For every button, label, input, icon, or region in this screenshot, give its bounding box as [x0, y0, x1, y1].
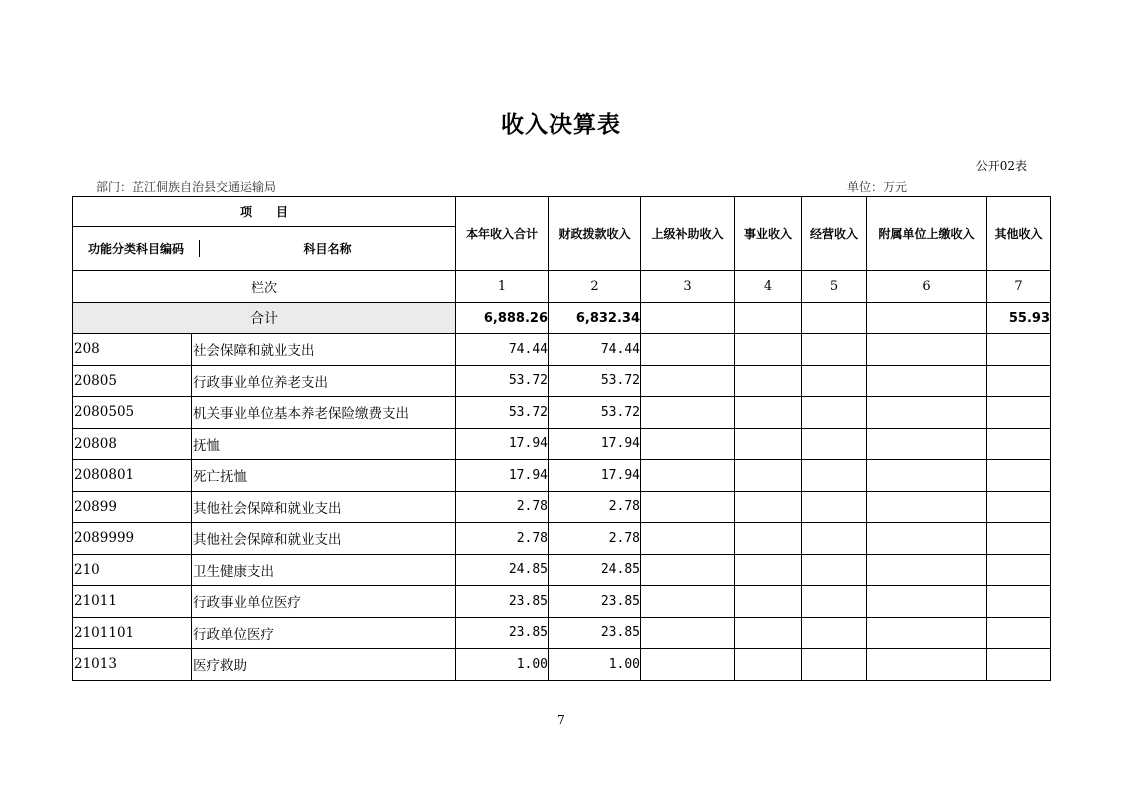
amount-cell: [867, 523, 987, 555]
table-row: [73, 334, 1051, 366]
amount-cell: [735, 397, 802, 429]
column-number: 5: [802, 271, 867, 303]
amount-cell: [735, 586, 802, 618]
subject-cell: [73, 460, 456, 492]
col-header-affiliated: 附属单位上缴收入: [867, 197, 987, 271]
amount-cell: [735, 617, 802, 649]
amount-cell: [641, 523, 735, 555]
amount-cell: 17.94: [456, 428, 549, 460]
table-row: [73, 586, 1051, 618]
subject-name: 其他社会保障和就业支出: [193, 500, 342, 517]
project-header: 项 目: [73, 197, 456, 227]
subject-code: 2101101: [73, 618, 192, 649]
amount-cell: [987, 649, 1051, 681]
amount-cell: 24.85: [456, 554, 549, 586]
amount-cell: 17.94: [456, 460, 549, 492]
subject-name: 行政单位医疗: [193, 626, 274, 643]
amount-cell: 23.85: [456, 586, 549, 618]
amount-cell: [735, 428, 802, 460]
amount-cell: 23.85: [549, 586, 641, 618]
subject-code: 208: [73, 334, 192, 365]
subject-name: 医疗救助: [193, 658, 247, 675]
col-header-superior: 上级补助收入: [641, 197, 735, 271]
subject-name: 抚恤: [193, 437, 220, 454]
subject-name: 卫生健康支出: [193, 563, 274, 580]
amount-cell: [867, 428, 987, 460]
table-row: [73, 491, 1051, 523]
amount-cell: [867, 617, 987, 649]
amount-cell: 53.72: [456, 397, 549, 429]
amount-cell: 17.94: [549, 428, 641, 460]
subject-code: 20899: [73, 492, 192, 523]
amount-cell: [987, 554, 1051, 586]
amount-cell: [802, 491, 867, 523]
unit-label: 单位：万元: [847, 180, 908, 194]
column-number: 4: [735, 271, 802, 303]
column-number: 1: [456, 271, 549, 303]
amount-cell: [802, 617, 867, 649]
table-row: [73, 649, 1051, 681]
subject-code: 20808: [73, 429, 192, 460]
col-header-business: 事业收入: [735, 197, 802, 271]
amount-cell: [641, 617, 735, 649]
column-number: 3: [641, 271, 735, 303]
amount-cell: [867, 365, 987, 397]
subject-code: 20805: [73, 366, 192, 397]
amount-cell: [802, 586, 867, 618]
amount-cell: [641, 428, 735, 460]
amount-cell: [867, 334, 987, 366]
amount-cell: [641, 491, 735, 523]
amount-cell: 24.85: [549, 554, 641, 586]
amount-cell: [867, 397, 987, 429]
amount-cell: 23.85: [549, 617, 641, 649]
total-value: [867, 303, 987, 334]
amount-cell: 53.72: [456, 365, 549, 397]
amount-cell: [641, 397, 735, 429]
amount-cell: [987, 460, 1051, 492]
amount-cell: [987, 397, 1051, 429]
total-row: [73, 303, 1051, 334]
amount-cell: [641, 365, 735, 397]
amount-cell: [735, 523, 802, 555]
amount-cell: [867, 649, 987, 681]
total-value: [641, 303, 735, 334]
amount-cell: [735, 491, 802, 523]
subject-code: 2089999: [73, 523, 192, 554]
subject-cell: [73, 523, 456, 555]
amount-cell: 1.00: [549, 649, 641, 681]
amount-cell: [735, 554, 802, 586]
subject-name: 社会保障和就业支出: [193, 343, 315, 360]
subject-cell: [73, 554, 456, 586]
total-label: 合计: [73, 303, 456, 334]
amount-cell: 1.00: [456, 649, 549, 681]
amount-cell: [867, 491, 987, 523]
amount-cell: 74.44: [456, 334, 549, 366]
amount-cell: [802, 397, 867, 429]
amount-cell: [987, 523, 1051, 555]
subheader-cell: [73, 227, 456, 271]
amount-cell: [641, 460, 735, 492]
amount-cell: [867, 460, 987, 492]
subject-name: 行政事业单位医疗: [193, 595, 301, 612]
department-label: 部门：芷江侗族自治县交通运输局: [96, 180, 277, 194]
total-value: 6,832.34: [549, 303, 641, 334]
amount-cell: 2.78: [456, 491, 549, 523]
subject-code: 2080505: [73, 397, 192, 428]
total-value: 55.93: [987, 303, 1051, 334]
amount-cell: [987, 586, 1051, 618]
amount-cell: [867, 554, 987, 586]
amount-cell: [867, 586, 987, 618]
table-row: [73, 460, 1051, 492]
subject-code: 21013: [73, 649, 192, 680]
page-number: 7: [557, 713, 565, 727]
subject-name: 机关事业单位基本养老保险缴费支出: [193, 406, 409, 423]
col-header-operating: 经营收入: [802, 197, 867, 271]
amount-cell: [641, 586, 735, 618]
col-header-other: 其他收入: [987, 197, 1051, 271]
column-number-label: 栏次: [73, 271, 456, 303]
amount-cell: 53.72: [549, 397, 641, 429]
subject-name: 行政事业单位养老支出: [193, 374, 328, 391]
subject-name: 其他社会保障和就业支出: [193, 532, 342, 549]
amount-cell: 2.78: [456, 523, 549, 555]
amount-cell: [802, 523, 867, 555]
table-row: [73, 365, 1051, 397]
amount-cell: [802, 428, 867, 460]
subject-name: 死亡抚恤: [193, 469, 247, 486]
table-row: [73, 554, 1051, 586]
amount-cell: [987, 334, 1051, 366]
amount-cell: 74.44: [549, 334, 641, 366]
form-code: 公开02表: [975, 159, 1027, 173]
subject-cell: [73, 586, 456, 618]
amount-cell: [735, 365, 802, 397]
amount-cell: [735, 334, 802, 366]
amount-cell: [987, 491, 1051, 523]
total-value: 6,888.26: [456, 303, 549, 334]
name-col-header: 科目名称: [303, 242, 352, 256]
subject-code: 21011: [73, 586, 192, 617]
amount-cell: [641, 649, 735, 681]
page-title: 收入决算表: [501, 112, 621, 138]
amount-cell: [987, 428, 1051, 460]
subject-cell: [73, 397, 456, 429]
amount-cell: 53.72: [549, 365, 641, 397]
amount-cell: [802, 334, 867, 366]
amount-cell: 2.78: [549, 491, 641, 523]
column-number-row: [73, 271, 1051, 303]
col-header-fiscal: 财政拨款收入: [549, 197, 641, 271]
subject-code: 2080801: [73, 460, 192, 491]
amount-cell: [802, 365, 867, 397]
table-row: [73, 523, 1051, 555]
amount-cell: [802, 554, 867, 586]
amount-cell: 2.78: [549, 523, 641, 555]
amount-cell: [735, 649, 802, 681]
table-row: [73, 428, 1051, 460]
amount-cell: [802, 460, 867, 492]
amount-cell: [802, 649, 867, 681]
subject-cell: [73, 649, 456, 681]
amount-cell: [987, 365, 1051, 397]
subject-cell: [73, 428, 456, 460]
col-header-total: 本年收入合计: [456, 197, 549, 271]
amount-cell: [987, 617, 1051, 649]
subject-cell: [73, 491, 456, 523]
subject-cell: [73, 334, 456, 366]
subject-cell: [73, 617, 456, 649]
total-value: [735, 303, 802, 334]
column-number: 7: [987, 271, 1051, 303]
amount-cell: 17.94: [549, 460, 641, 492]
table-row: [73, 397, 1051, 429]
column-number: 6: [867, 271, 987, 303]
total-value: [802, 303, 867, 334]
amount-cell: [641, 334, 735, 366]
table-row: [73, 617, 1051, 649]
amount-cell: [641, 554, 735, 586]
subject-cell: [73, 365, 456, 397]
code-col-header: 功能分类科目编码: [73, 240, 200, 257]
amount-cell: [735, 460, 802, 492]
subject-code: 210: [73, 555, 192, 586]
income-table: [72, 196, 1051, 681]
column-number: 2: [549, 271, 641, 303]
amount-cell: 23.85: [456, 617, 549, 649]
